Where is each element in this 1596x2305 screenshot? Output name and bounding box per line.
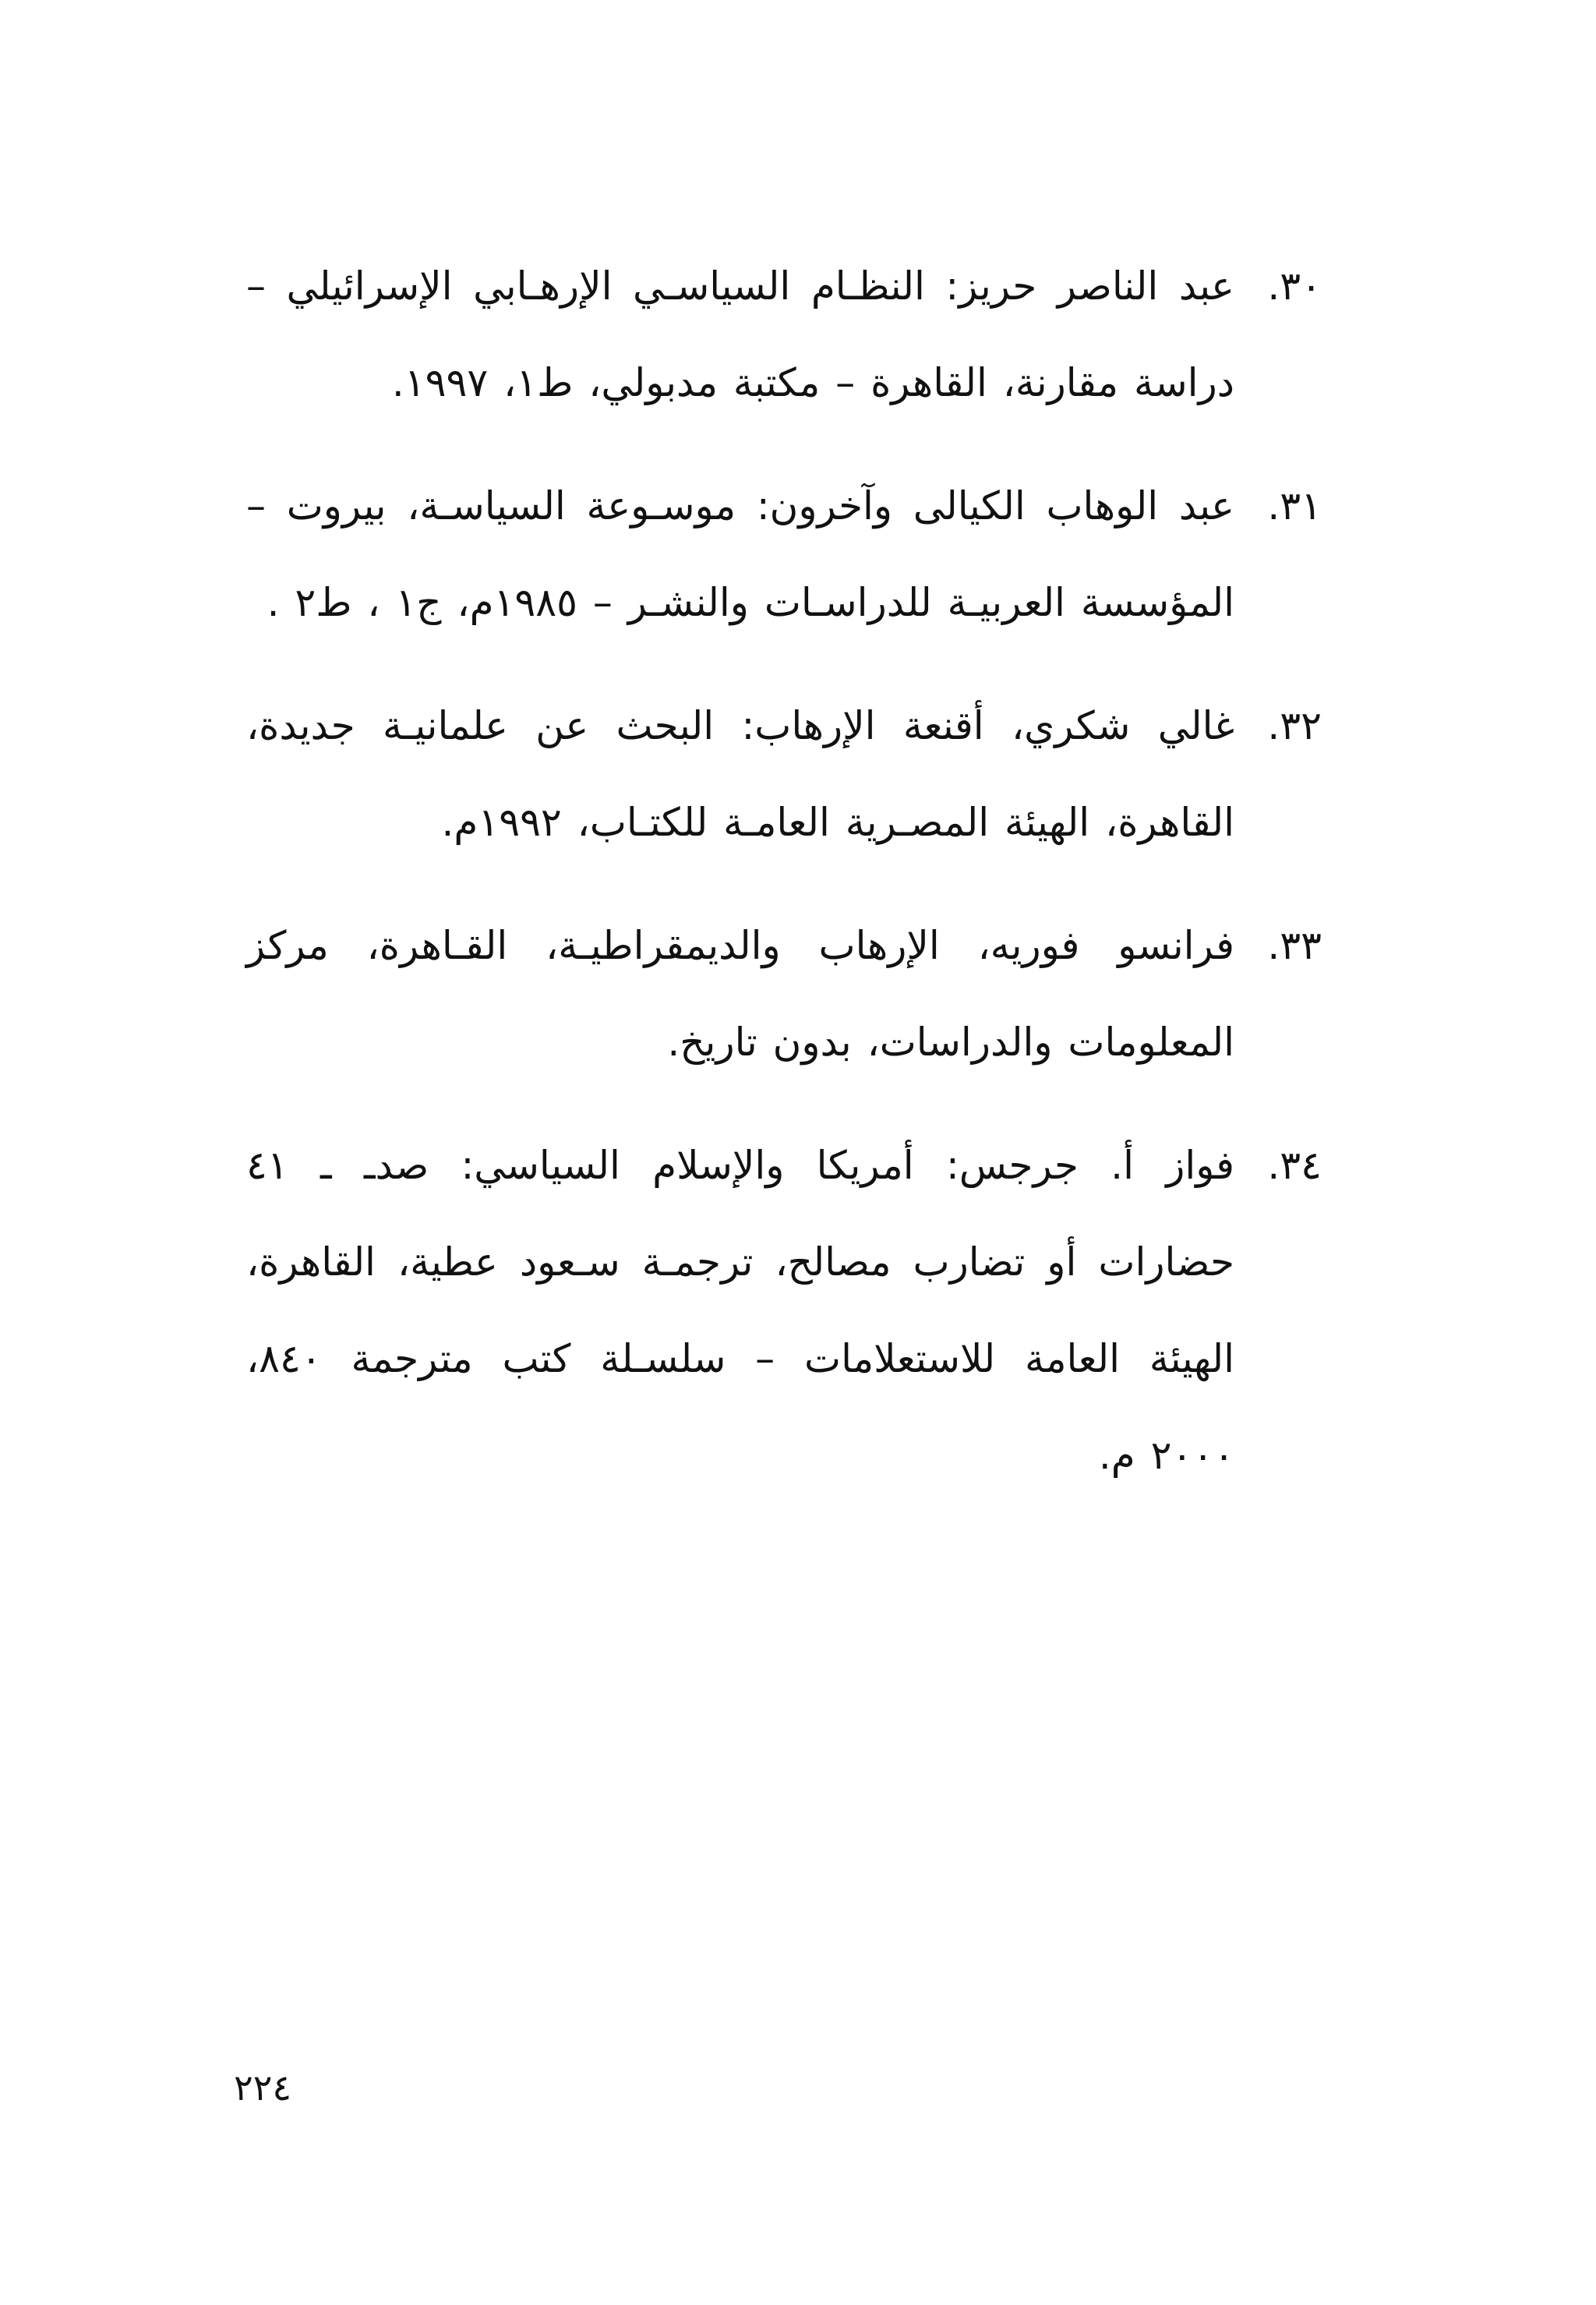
reference-text: عبد الناصر حريز: النظـام السياسـي الإرهـابي الإسرائيلي – دراسة مقارنة، القاهرة – مكتبة مدبولي، ط١، ١٩٩٧. [246,263,1234,405]
reference-item [246,1117,1322,1504]
reference-item [246,458,1322,651]
reference-number: ٣٤. [1267,1143,1322,1188]
reference-item [246,897,1322,1091]
reference-number: ٣٢. [1267,703,1322,748]
reference-text: عبد الوهاب الكيالى وآخرون: موسـوعة السياسـة، بيروت – المؤسسة العربيـة للدراسـات والنشـر – ١٩٨٥م، ج١ ، ط٢ . [246,483,1234,625]
reference-text: فرانسو فوريه، الإرهاب والديمقراطيـة، القـاهرة، مركز المعلومات والدراسات، بدون تاريخ. [246,923,1234,1065]
reference-item [246,677,1322,871]
page-number: ٢٢٤ [234,2066,292,2109]
reference-number: ٣٠. [1267,263,1322,309]
reference-number: ٣٣. [1267,923,1322,968]
reference-item [246,238,1322,431]
reference-text: غالي شكري، أقنعة الإرهاب: البحث عن علمانيـة جديدة، القاهرة، الهيئة المصـرية العامـة للكتـاب، ١٩٩٢م. [246,703,1234,845]
references-list [246,238,1322,1530]
reference-number: ٣١. [1267,483,1322,529]
reference-text: فواز أ. جرجس: أمريكا والإسلام السياسي: صدـ ـ ٤١ حضارات أو تضارب مصالح، ترجمـة سـعود عطية، القاهرة، الهيئة العامة للاستعلامات – سلسـلة كتب مترجمة ٨٤٠، ٢٠٠٠ م. [246,1143,1234,1478]
